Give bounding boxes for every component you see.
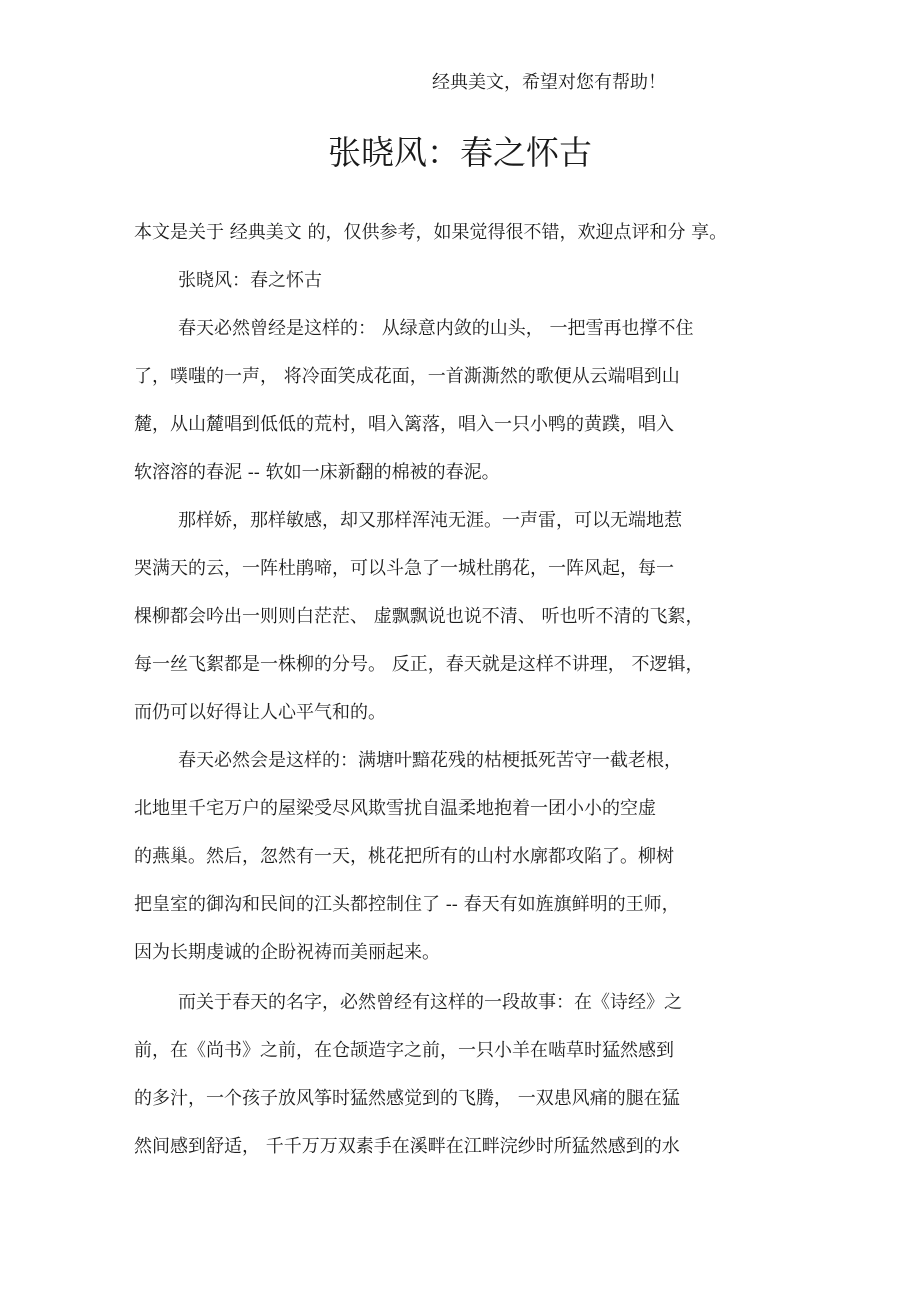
paragraph-3-line-2: 北地里千宅万户的屋梁受尽风欺雪扰自温柔地抱着一团小小的空虚 [134, 798, 656, 819]
paragraph-2-line-2: 哭满天的云，一阵杜鹃啼，可以斗急了一城杜鹃花，一阵风起，每一 [134, 558, 674, 579]
page-title: 张晓风：春之怀古 [328, 133, 592, 172]
paragraph-3-line-3: 的燕巢。然后，忽然有一天，桃花把所有的山村水廓都攻陷了。柳树 [134, 846, 674, 867]
paragraph-1-line-2: 了，噗嗤的一声， 将冷面笑成花面，一首澌澌然的歌便从云端唱到山 [134, 366, 680, 387]
paragraph-4-line-3: 的多汁，一个孩子放风筝时猛然感觉到的飞腾， 一双患风痛的腿在猛 [134, 1088, 680, 1109]
paragraph-2-line-5: 而仍可以好得让人心平气和的。 [134, 702, 386, 723]
intro-line: 本文是关于 经典美文 的，仅供参考，如果觉得很不错，欢迎点评和分 享。 [134, 222, 728, 243]
paragraph-2-line-1: 那样娇，那样敏感，却又那样浑沌无涯。一声雷，可以无端地惹 [178, 510, 682, 531]
paragraph-1-line-4: 软溶溶的春泥 -- 软如一床新翻的棉被的春泥。 [134, 462, 500, 483]
paragraph-3-line-1: 春天必然会是这样的：满塘叶黯花残的枯梗抵死苦守一截老根， [178, 750, 682, 771]
paragraph-1-line-3: 麓，从山麓唱到低低的荒村，唱入篱落，唱入一只小鸭的黄蹼，唱入 [134, 414, 674, 435]
header-note: 经典美文，希望对您有帮助！ [432, 72, 666, 93]
paragraph-3-line-5: 因为长期虔诚的企盼祝祷而美丽起来。 [134, 942, 440, 963]
paragraph-4-line-4: 然间感到舒适， 千千万万双素手在溪畔在江畔浣纱时所猛然感到的水 [134, 1136, 680, 1157]
paragraph-2-line-4: 每一丝飞絮都是一株柳的分号。 反正，春天就是这样不讲理， 不逻辑， [134, 654, 704, 675]
paragraph-1-line-1: 春天必然曾经是这样的： 从绿意内敛的山头， 一把雪再也撑不住 [178, 318, 694, 339]
paragraph-2-line-3: 棵柳都会吟出一则则白茫茫、 虚飘飘说也说不清、 听也听不清的飞絮， [134, 606, 704, 627]
subtitle-line: 张晓风：春之怀古 [178, 270, 322, 291]
paragraph-4-line-2: 前，在《尚书》之前，在仓颉造字之前，一只小羊在啮草时猛然感到 [134, 1040, 674, 1061]
paragraph-4-line-1: 而关于春天的名字，必然曾经有这样的一段故事：在《诗经》之 [178, 992, 682, 1013]
paragraph-3-line-4: 把皇室的御沟和民间的江头都控制住了 -- 春天有如旌旗鲜明的王师， [134, 894, 680, 915]
